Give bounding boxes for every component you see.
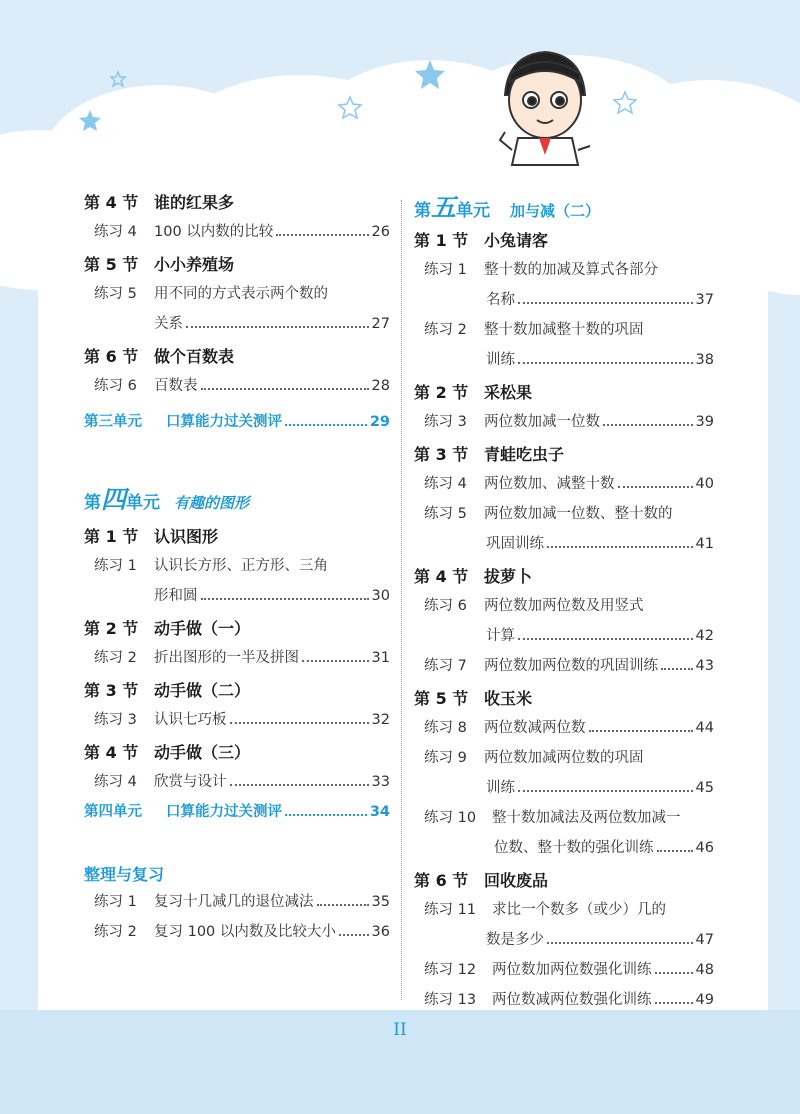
- unit-evaluation-entry[interactable]: 第三单元 口算能力过关测评 29: [84, 414, 390, 430]
- unit-header: 第 五 单元 加与减（二）: [414, 193, 601, 222]
- section-entry: 第 5 节 收玉米: [414, 689, 533, 708]
- exercise-entry-continued[interactable]: 训练 45: [486, 780, 714, 796]
- exercise-entry[interactable]: 练习 13 两位数减两位数强化训练 49: [424, 992, 714, 1008]
- exercise-entry[interactable]: 练习 3 认识七巧板 32: [94, 712, 390, 728]
- exercise-entry[interactable]: 练习 3 两位数加减一位数 39: [424, 414, 714, 430]
- exercise-entry[interactable]: 练习 10 整十数加减法及两位数加减一: [424, 810, 681, 826]
- exercise-entry[interactable]: 练习 6 两位数加两位数及用竖式: [424, 598, 644, 614]
- exercise-entry-continued[interactable]: 名称 37: [486, 292, 714, 308]
- exercise-entry[interactable]: 练习 7 两位数加两位数的巩固训练 43: [424, 658, 714, 674]
- exercise-entry[interactable]: 练习 5 两位数加减一位数、整十数的: [424, 506, 673, 522]
- exercise-entry[interactable]: 练习 6 百数表 28: [94, 378, 390, 394]
- exercise-entry[interactable]: 练习 2 复习 100 以内数及比较大小 36: [94, 924, 390, 940]
- section-entry: 第 3 节 动手做（二）: [84, 681, 251, 700]
- section-entry: 第 1 节 小兔请客: [414, 231, 549, 250]
- exercise-entry[interactable]: 练习 9 两位数加减两位数的巩固: [424, 750, 644, 766]
- exercise-entry[interactable]: 练习 4 欣赏与设计 33: [94, 774, 390, 790]
- exercise-entry-continued[interactable]: 数是多少 47: [486, 932, 714, 948]
- section-entry: 第 6 节 回收废品: [414, 871, 549, 890]
- exercise-entry-continued[interactable]: 训练 38: [486, 352, 714, 368]
- exercise-entry[interactable]: 练习 12 两位数加两位数强化训练 48: [424, 962, 714, 978]
- section-entry: 第 4 节 拔萝卜: [414, 567, 533, 586]
- exercise-entry-continued[interactable]: 关系 27: [154, 316, 390, 332]
- exercise-entry[interactable]: 练习 1 认识长方形、正方形、三角: [94, 558, 328, 574]
- section-entry: 第 6 节 做个百数表: [84, 347, 235, 366]
- toc-left-column: [84, 188, 390, 950]
- exercise-entry[interactable]: 练习 2 折出图形的一半及拼图 31: [94, 650, 390, 666]
- exercise-entry[interactable]: 练习 8 两位数减两位数 44: [424, 720, 714, 736]
- exercise-entry-continued[interactable]: 巩固训练 41: [486, 536, 714, 552]
- exercise-entry[interactable]: 练习 1 整十数的加减及算式各部分: [424, 262, 658, 278]
- section-entry: 第 3 节 青蛙吃虫子: [414, 445, 565, 464]
- section-entry: 第 4 节 谁的红果多: [84, 193, 235, 212]
- section-entry: 第 1 节 认识图形: [84, 527, 219, 546]
- section-entry: 第 4 节 动手做（三）: [84, 743, 251, 762]
- review-header: 整理与复习: [84, 864, 165, 884]
- unit-evaluation-entry[interactable]: 第四单元 口算能力过关测评 34: [84, 804, 390, 820]
- unit-header: 第 四 单元 有趣的图形: [84, 485, 250, 514]
- toc-right-column: [414, 188, 714, 1018]
- exercise-entry[interactable]: 练习 4 100 以内数的比较 26: [94, 224, 390, 240]
- exercise-entry-continued[interactable]: 计算 42: [486, 628, 714, 644]
- exercise-entry[interactable]: 练习 4 两位数加、减整十数 40: [424, 476, 714, 492]
- section-entry: 第 2 节 动手做（一）: [84, 619, 251, 638]
- exercise-entry[interactable]: 练习 5 用不同的方式表示两个数的: [94, 286, 328, 302]
- section-entry: 第 5 节 小小养殖场: [84, 255, 235, 274]
- column-divider: [401, 200, 402, 1000]
- exercise-entry-continued[interactable]: 位数、整十数的强化训练 46: [494, 840, 714, 856]
- exercise-entry[interactable]: 练习 2 整十数加减整十数的巩固: [424, 322, 644, 338]
- exercise-entry[interactable]: 练习 1 复习十几减几的退位减法 35: [94, 894, 390, 910]
- exercise-entry-continued[interactable]: 形和圆 30: [154, 588, 390, 604]
- section-entry: 第 2 节 采松果: [414, 383, 533, 402]
- exercise-entry[interactable]: 练习 11 求比一个数多（或少）几的: [424, 902, 666, 918]
- page-ref: 26: [371, 224, 390, 240]
- page-number: II: [393, 1020, 407, 1040]
